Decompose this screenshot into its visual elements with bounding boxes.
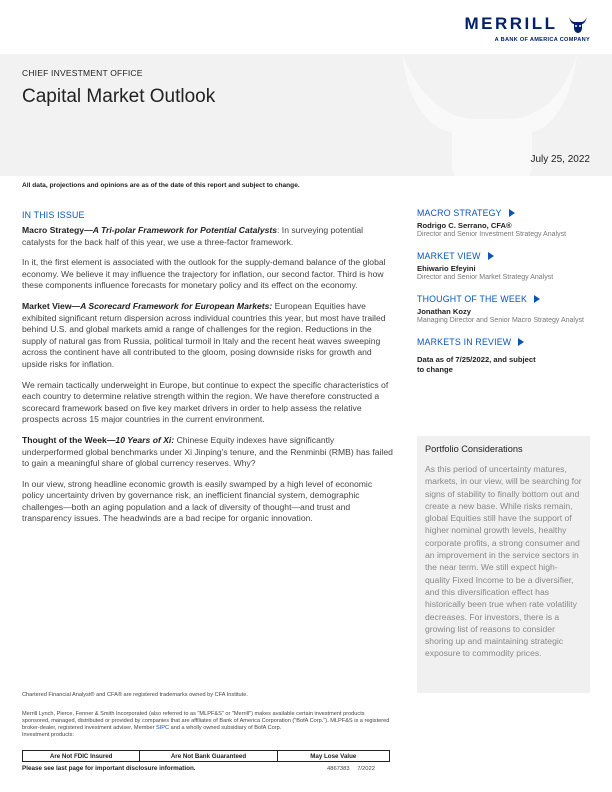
page-title: Capital Market Outlook [22, 86, 216, 107]
thought-author-name: Jonathan Kozy [417, 307, 472, 317]
thought-title: 10 Years of Xi: [115, 434, 175, 445]
market-summary [22, 301, 394, 371]
fdic-table [22, 750, 390, 762]
top-bar [0, 0, 612, 54]
legal-text-3: Investment products: [22, 732, 74, 739]
data-disclaimer: All data, projections and opinions are as of the date of this report and subject to change. [22, 182, 300, 189]
header-kicker: CHIEF INVESTMENT OFFICE [22, 68, 143, 78]
market-title: A Scorecard Framework for European Markets: [80, 300, 273, 311]
macro-strategy-link[interactable] [417, 208, 595, 218]
sidebar-thought-of-week [417, 294, 595, 325]
macro-title: A Tri-polar Framework for Potential Catalysts [92, 225, 278, 235]
macro-text: : In surveying potential catalysts for the back half of this year, we use a three-factor framework. [22, 225, 364, 247]
macro-strategy-heading: MACRO STRATEGY [417, 208, 502, 218]
portfolio-considerations-box [417, 436, 590, 693]
markets-data-note: Data as of 7/25/2022, and subject to change [417, 355, 536, 375]
thought-lead: Thought of the Week— [22, 434, 116, 445]
legal-text-2: and a wholly owned subsidiary of BofA Corp. [169, 725, 282, 732]
macro-author-role: Director and Senior Investment Strategy Analyst [417, 230, 567, 238]
markets-in-review-link[interactable] [417, 337, 595, 347]
code-number: 4867383 [327, 766, 350, 772]
play-arrow-icon [488, 252, 494, 260]
thought-of-week-heading: THOUGHT OF THE WEEK [417, 294, 528, 305]
sipc-link[interactable]: SIPC [156, 725, 170, 732]
publication-date: July 25, 2022 [530, 154, 590, 165]
brand-name: MERRILL [464, 14, 558, 33]
macro-author-name: Rodrigo C. Serrano, CFA® [417, 221, 512, 230]
macro-summary [22, 225, 394, 248]
market-text: European Equities have exhibited significant return dispersion across individual countries this year, but most have trailed behind U.S. and global markets amid a range of challenges for the region. Reductions in the supply of natural gas from Russia, political turmoil in Italy and the recent heat waves sweeping across the continent have all contributed to the gloom, posing downside risks for growth and upside risks for inflation. [22, 300, 386, 369]
brand-tagline: A BANK OF AMERICA COMPANY [494, 37, 590, 43]
sidebar [417, 208, 595, 387]
bull-icon [566, 12, 590, 36]
thought-author-role: Managing Director and Senior Macro Strategy Analyst [417, 316, 584, 324]
issue-column [22, 210, 394, 534]
thought-of-week-link[interactable] [417, 294, 595, 304]
market-view-link[interactable] [417, 251, 595, 261]
sidebar-market-view [417, 251, 595, 282]
thought-paragraph-2: In our view, strong headline economic growth is easily swamped by a high level of economic policy uncertainty driven by governance risk, an inefficient financial system, demographic challenges—both an aging population and a lack of diversity of thought—and trust and transparency issues. The headwinds are a bad recipe for organic innovation. [22, 478, 373, 524]
macro-paragraph-2: In it, the first element is associated with the outlook for the supply-demand balance of the global economy. We believe it may influence the trajectory for inflation, our second factor. Third is how these components influence forecasts for monetary policy and its effect on the economy. [22, 257, 386, 291]
market-paragraph-2: We remain tactically underweight in Europe, but continue to expect the specific characteristics of each country to determine relative strength within the region. We have therefore constructed a scorecard framework based on five key market drivers in order to help assess the relative prospects across 15 major countries in the current environment. [22, 379, 389, 425]
merrill-logo [465, 12, 591, 43]
market-author-role: Director and Senior Market Strategy Analyst [417, 273, 554, 281]
play-arrow-icon [534, 295, 540, 303]
legal-text-1: Merrill Lynch, Pierce, Fenner & Smith Incorporated (also referred to as "MLPF&S" or "Merrill") makes available certain investment products sponsored, managed, distributed or provided by companies that are affiliates of Bank of America Corporation ("BofA Corp."). MLPF&S is a registered broker-dealer, registered investment adviser, Member [22, 711, 390, 732]
thought-summary [22, 435, 394, 470]
markets-in-review-heading: MARKETS IN REVIEW [417, 337, 512, 348]
portfolio-text: As this period of uncertainty matures, markets, in our view, will be searching for signs of stability to finally bottom out and create a new base. While risks remain, global Equities still have the support of higher nominal growth levels, healthy corporate profits, a strong consumer and an improvement in the service sectors in the near term. We still expect high-quality Fixed Income to be a diversifier, and this diversification effect has historically been true when rate volatility decreases. For investors, there is a growing list of reasons to consider shoring up and maintaining strategic exposure to commodity prices. [425, 464, 582, 659]
sidebar-markets-in-review [417, 337, 595, 375]
portfolio-title: Portfolio Considerations [425, 444, 523, 454]
trademark-note: Chartered Financial Analyst® and CFA® are registered trademarks owned by CFA Institute. [22, 692, 248, 698]
play-arrow-icon [509, 209, 515, 217]
thought-text: Chinese Equity indexes have significantly underperformed global benchmarks under Xi Jinping's tenure, and the Renminbi (RMB) has failed to gain a meaningful share of global currency reserves. Why? [22, 434, 393, 469]
market-lead: Market View— [22, 300, 81, 311]
market-view-heading: MARKET VIEW [417, 251, 481, 262]
macro-lead: Macro Strategy— [22, 225, 93, 235]
sidebar-macro-strategy [417, 208, 595, 239]
code-date: 7/2022 [357, 766, 375, 772]
document-code [327, 766, 375, 772]
play-arrow-icon [518, 338, 524, 346]
header-banner [0, 54, 612, 176]
legal-disclosure [22, 711, 392, 739]
fdic-cell: Are Not FDIC Insured [23, 751, 140, 761]
last-page-note: Please see last page for important disclosure information. [22, 765, 196, 772]
fdic-cell: Are Not Bank Guaranteed [140, 751, 277, 761]
in-this-issue-heading: IN THIS ISSUE [22, 210, 85, 220]
fdic-cell: May Lose Value [310, 752, 357, 760]
market-author-name: Ehiwario Efeyini [417, 264, 476, 274]
